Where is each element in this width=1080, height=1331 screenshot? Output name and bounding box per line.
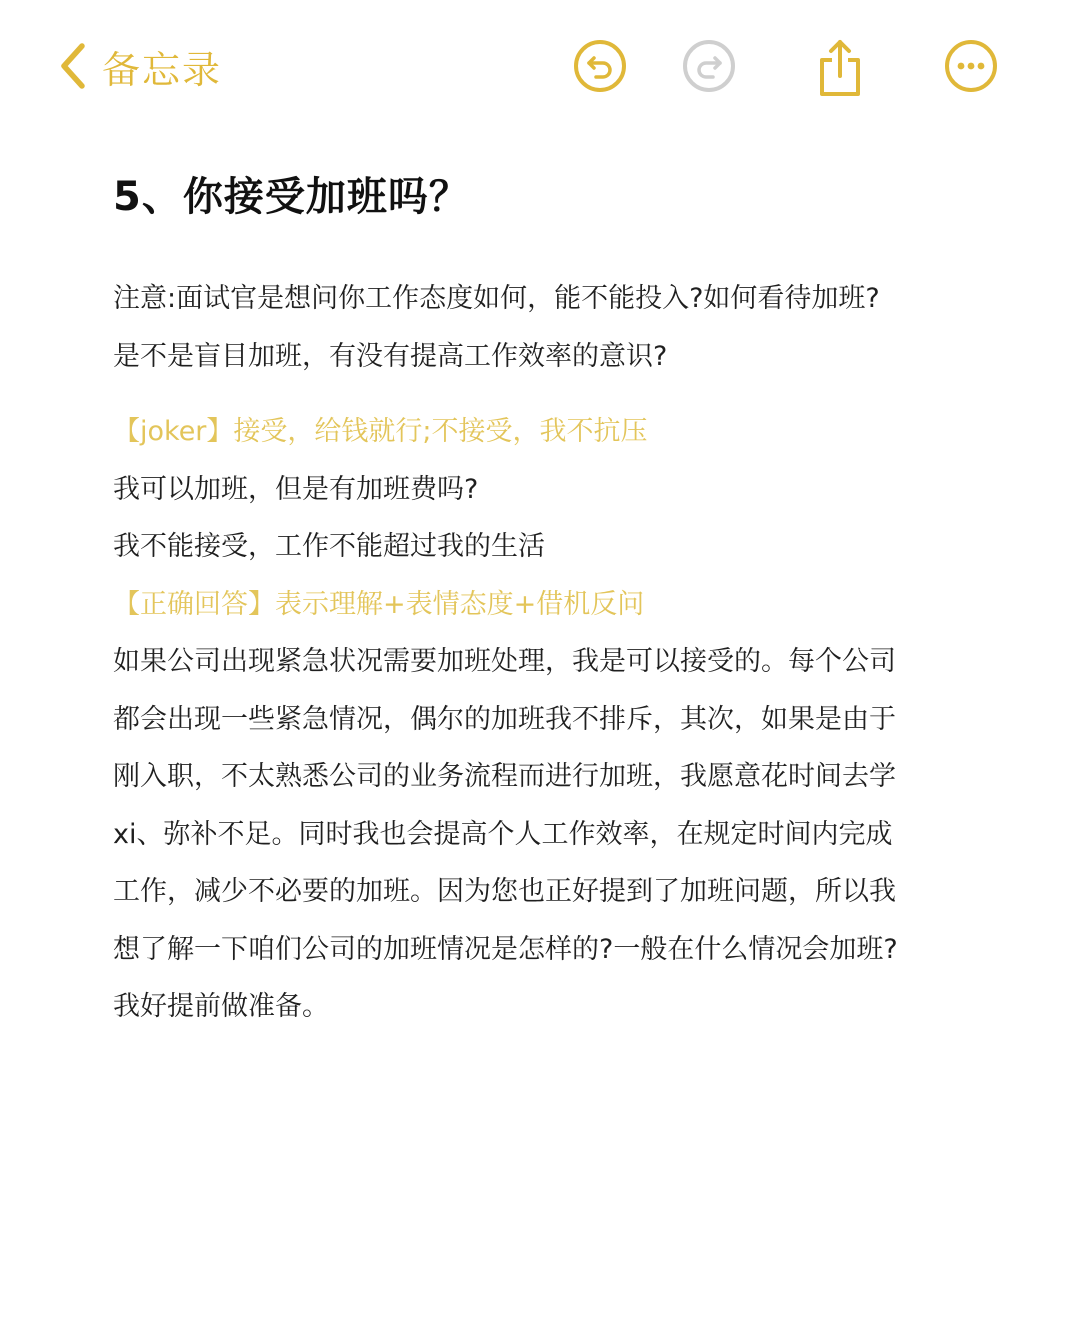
answer-label: 【正确回答】表示理解+表情态度+借机反问 xyxy=(113,588,645,620)
undo-button[interactable] xyxy=(572,38,628,94)
share-icon xyxy=(812,38,868,98)
chevron-left-icon xyxy=(58,42,88,90)
back-label: 备忘录 xyxy=(102,47,223,92)
back-button[interactable] xyxy=(58,38,222,94)
redo-icon xyxy=(681,38,737,94)
answer-line-6: 想了解一下咱们公司的加班情况是怎样的?一般在什么情况会加班? xyxy=(113,933,898,965)
joker-label: 【joker】接受，给钱就行;不接受，我不抗压 xyxy=(113,416,648,447)
note-body[interactable] xyxy=(113,166,983,1036)
answer-line-5: 工作，减少不必要的加班。因为您也正好提到了加班问题，所以我 xyxy=(113,876,896,907)
toolbar xyxy=(0,0,1080,130)
note-line-1: 注意:面试官是想问你工作态度如何，能不能投入?如何看待加班? xyxy=(113,283,880,314)
note-title: 5、你接受加班吗？ xyxy=(113,174,470,220)
joker-line-2: 我不能接受，工作不能超过我的生活 xyxy=(113,531,545,562)
share-button[interactable] xyxy=(812,38,868,94)
answer-line-3: 刚入职，不太熟悉公司的业务流程而进行加班，我愿意花时间去学 xyxy=(113,761,896,792)
undo-icon xyxy=(572,38,628,94)
answer-line-7: 我好提前做准备。 xyxy=(113,991,329,1022)
more-button[interactable] xyxy=(943,38,999,94)
note-line-2: 是不是盲目加班，有没有提高工作效率的意识? xyxy=(113,340,668,372)
answer-line-1: 如果公司出现紧急状况需要加班处理，我是可以接受的。每个公司 xyxy=(113,646,896,677)
joker-line-1: 我可以加班，但是有加班费吗? xyxy=(113,473,479,505)
more-icon xyxy=(943,38,999,94)
redo-button[interactable] xyxy=(681,38,737,94)
answer-line-2: 都会出现一些紧急情况，偶尔的加班我不排斥，其次，如果是由于 xyxy=(113,703,896,735)
answer-line-4: xi、弥补不足。同时我也会提高个人工作效率，在规定时间内完成 xyxy=(113,818,893,850)
